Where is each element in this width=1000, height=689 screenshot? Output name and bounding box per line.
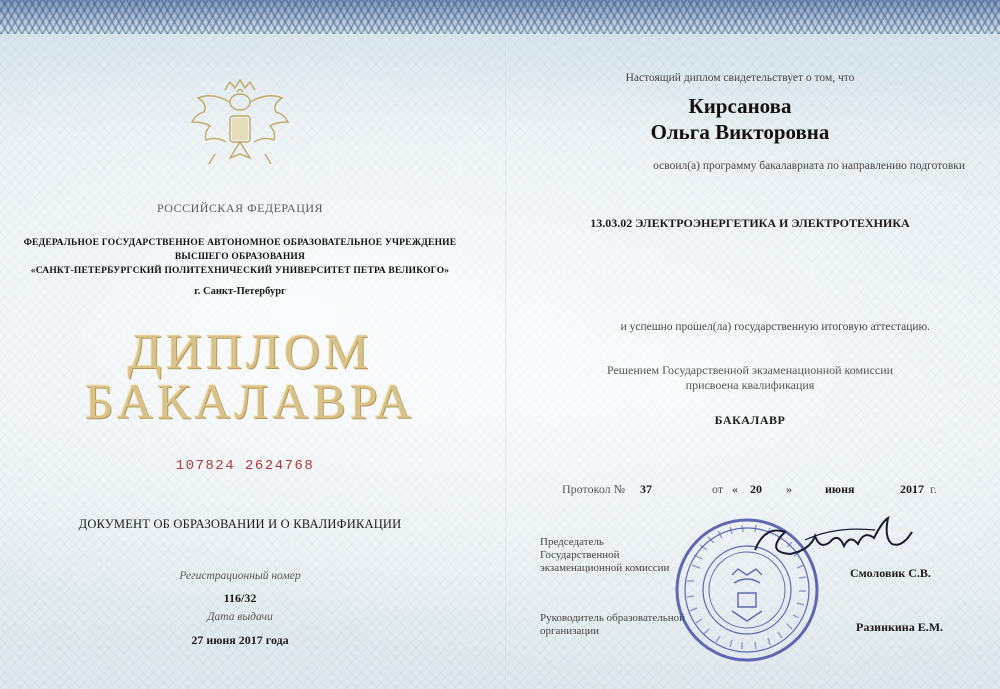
protocol-day: 20 xyxy=(750,482,762,496)
mastered-program-text: освоил(а) программу бакалавриата по направлению подготовки xyxy=(653,160,965,172)
program-name: 13.03.02 ЭЛЕКТРОЭНЕРГЕТИКА И ЭЛЕКТРОТЕХНИКА xyxy=(590,216,910,230)
institution-line-1: ФЕДЕРАЛЬНОЕ ГОСУДАРСТВЕННОЕ АВТОНОМНОЕ ОБРАЗОВАТЕЛЬНОЕ УЧРЕЖДЕНИЕ xyxy=(23,238,457,248)
chair-title-line-2: Государственной xyxy=(540,549,620,561)
diploma-title-line-2: БАКАЛАВРА xyxy=(84,373,416,429)
protocol-year: 2017 xyxy=(900,482,924,496)
document-type: ДОКУМЕНТ ОБ ОБРАЗОВАНИИ И О КВАЛИФИКАЦИИ xyxy=(78,517,402,531)
protocol-month: июня xyxy=(825,482,855,496)
chair-title-line-3: экзаменационной комиссии xyxy=(540,562,670,574)
protocol-row xyxy=(540,482,960,500)
issue-date-label: Дата выдачи xyxy=(207,611,273,623)
head-title-line-2: организации xyxy=(540,625,600,637)
protocol-year-suffix: г. xyxy=(930,482,937,496)
head-title-line-1: Руководитель образовательной xyxy=(540,612,686,624)
protocol-open-quote: « xyxy=(732,482,738,496)
institution-line-2: ВЫСШЕГО ОБРАЗОВАНИЯ xyxy=(174,252,306,262)
institution-line-3: «САНКТ-ПЕТЕРБУРГСКИЙ ПОЛИТЕХНИЧЕСКИЙ УНИВЕРСИТЕТ ПЕТРА ВЕЛИКОГО» xyxy=(30,266,450,276)
commission-decision xyxy=(510,363,990,393)
double-headed-eagle-icon xyxy=(185,72,295,182)
chair-title-line-1: Председатель xyxy=(540,536,604,548)
protocol-number: 37 xyxy=(640,482,652,496)
registration-number: 116/32 xyxy=(223,591,257,605)
chair-name: Смоловик С.В. xyxy=(850,566,931,580)
protocol-label: Протокол № xyxy=(562,482,626,496)
registration-label: Регистрационный номер xyxy=(179,570,301,582)
issue-date: 27 июня 2017 года xyxy=(191,633,289,647)
protocol-close-quote: » xyxy=(786,482,792,496)
commission-decision-line-1: Решением Государственной экзаменационной комиссии xyxy=(606,363,894,377)
qualification: БАКАЛАВР xyxy=(714,413,786,427)
handwritten-signature-icon xyxy=(745,510,925,580)
head-name: Разинкина Е.М. xyxy=(856,620,944,634)
serial-number: 107824 2624768 xyxy=(175,458,315,474)
country-name: РОССИЙСКАЯ ФЕДЕРАЦИЯ xyxy=(156,201,324,215)
graduate-surname: Кирсанова xyxy=(688,94,792,118)
graduate-given-names: Ольга Викторовна xyxy=(650,120,830,144)
certifies-text: Настоящий диплом свидетельствует о том, что xyxy=(625,72,855,84)
commission-decision-line-2: присвоена квалификация xyxy=(685,378,815,392)
diploma-title-line-1: ДИПЛОМ xyxy=(127,323,373,379)
page-fold xyxy=(505,34,507,689)
institution-city: г. Санкт-Петербург xyxy=(194,286,286,297)
guilloche-border xyxy=(0,0,1000,34)
attestation-text: и успешно прошел(ла) государственную итоговую аттестацию. xyxy=(620,321,930,333)
protocol-from-label: от xyxy=(712,482,724,496)
